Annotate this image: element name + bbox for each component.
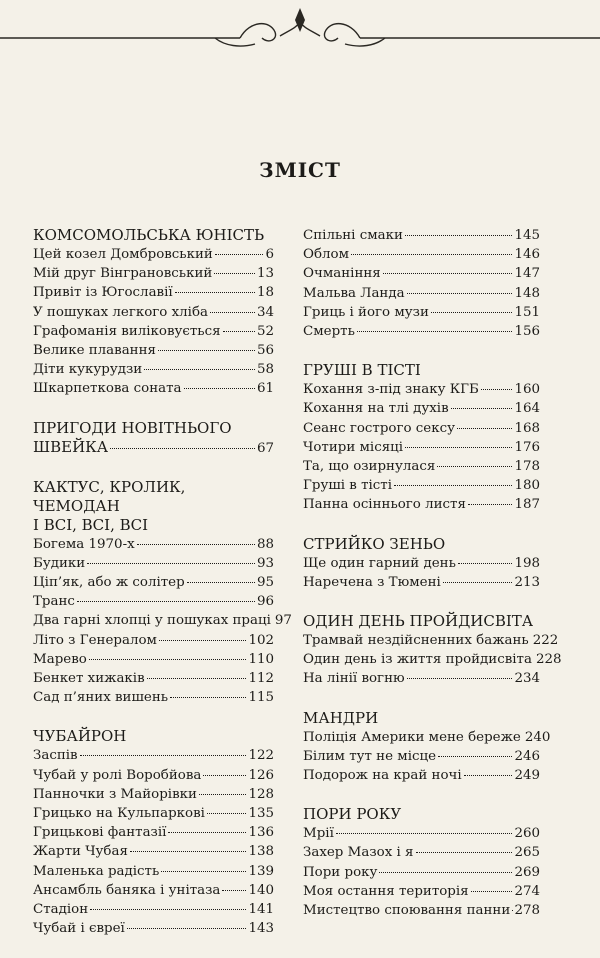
toc-entry[interactable]: [33, 611, 274, 630]
dot-leader: [89, 659, 247, 660]
toc-entry[interactable]: [33, 766, 274, 785]
toc-entry[interactable]: [33, 900, 274, 919]
entry-page: 102: [248, 631, 274, 650]
toc-entry[interactable]: [303, 843, 540, 862]
entry-title: Чотири місяці: [303, 438, 403, 457]
dot-leader: [127, 928, 247, 929]
dot-leader: [159, 640, 247, 641]
dot-leader: [471, 891, 513, 892]
entry-page: 145: [514, 226, 540, 245]
entry-page: 260: [514, 824, 540, 843]
entry-page: 180: [514, 476, 540, 495]
toc-entry[interactable]: [33, 573, 274, 592]
entry-page: 110: [248, 650, 274, 669]
toc-entry[interactable]: [303, 631, 540, 650]
toc-section: [303, 805, 540, 920]
section-title: ОДИН ДЕНЬ ПРОЙДИСВІТА: [303, 612, 540, 631]
entry-title: Ціп’як, або ж солітер: [33, 573, 185, 592]
toc-section: [303, 535, 540, 592]
toc-entry[interactable]: [33, 842, 274, 861]
entry-title: Графоманія виліковується: [33, 322, 221, 341]
toc-entry[interactable]: [303, 882, 540, 901]
entry-page: 58: [257, 360, 274, 379]
section-title: ПРИГОДИ НОВІТНЬОГО: [33, 419, 274, 438]
entry-title: Два гарні хлопці у пошуках праці: [33, 611, 271, 630]
entry-page: 222: [533, 631, 559, 650]
entry-page: 97: [275, 611, 292, 630]
entry-title: Панночки з Майорівки: [33, 785, 197, 804]
entry-page: 34: [257, 303, 274, 322]
entry-page: 128: [248, 785, 274, 804]
toc-entry[interactable]: [303, 554, 540, 573]
toc-entry[interactable]: [33, 804, 274, 823]
entry-title: Панна осіннього листя: [303, 495, 466, 514]
toc-entry[interactable]: [33, 554, 274, 573]
toc-entry[interactable]: [303, 264, 540, 283]
entry-title: Сеанс гострого сексу: [303, 419, 455, 438]
entry-title: Грицько на Кульпаркові: [33, 804, 205, 823]
entry-page: 147: [514, 264, 540, 283]
toc-entry[interactable]: [33, 919, 274, 938]
entry-title: Марево: [33, 650, 87, 669]
entry-page: 13: [257, 264, 274, 283]
toc-entry[interactable]: [303, 901, 540, 920]
entry-title: Чубай і євреї: [33, 919, 125, 938]
dot-leader: [468, 504, 513, 505]
dot-leader: [457, 428, 512, 429]
dot-leader: [464, 775, 513, 776]
toc-entry[interactable]: [33, 322, 274, 341]
entry-title: Бенкет хижаків: [33, 669, 145, 688]
entry-title: Шкарпеткова соната: [33, 379, 182, 398]
toc-entry[interactable]: [303, 322, 540, 341]
section-title: КОМСОМОЛЬСЬКА ЮНІСТЬ: [33, 226, 274, 245]
entry-title: Поліція Америки мене береже: [303, 728, 521, 747]
dot-leader: [214, 273, 255, 274]
toc-entry[interactable]: [303, 303, 540, 322]
dot-leader: [481, 389, 513, 390]
entry-page: 187: [514, 495, 540, 514]
entry-title: Велике плавання: [33, 341, 156, 360]
toc-entry[interactable]: [303, 669, 540, 688]
entry-title: Маленька радість: [33, 862, 159, 881]
dot-leader: [77, 601, 255, 602]
dot-leader: [383, 273, 513, 274]
toc-entry[interactable]: [303, 650, 540, 669]
entry-title: Діти кукурудзи: [33, 360, 142, 379]
dot-leader: [438, 756, 512, 757]
dot-leader: [147, 678, 247, 679]
dot-leader: [407, 293, 513, 294]
entry-page: 240: [525, 728, 551, 747]
entry-page: 178: [514, 457, 540, 476]
entry-page: 164: [514, 399, 540, 418]
toc-entry[interactable]: [33, 785, 274, 804]
toc-entry[interactable]: [33, 360, 274, 379]
toc-section: [33, 419, 274, 458]
toc-entry[interactable]: [33, 688, 274, 707]
toc-entry[interactable]: [303, 824, 540, 843]
entry-title: Транс: [33, 592, 75, 611]
entry-page: 234: [514, 669, 540, 688]
entry-title: Пори року: [303, 863, 377, 882]
dot-leader: [203, 775, 246, 776]
dot-leader: [437, 466, 512, 467]
entry-page: 143: [248, 919, 274, 938]
dot-leader: [223, 331, 255, 332]
dot-leader: [184, 388, 255, 389]
dot-leader: [451, 408, 513, 409]
entry-title: Сад п’яних вишень: [33, 688, 168, 707]
entry-page: 112: [248, 669, 274, 688]
toc-entry[interactable]: [303, 438, 540, 457]
toc-section: [303, 709, 540, 786]
toc-entry[interactable]: [303, 728, 540, 747]
toc-section: [303, 361, 540, 514]
entry-page: 136: [248, 823, 274, 842]
entry-page: 146: [514, 245, 540, 264]
section-title: МАНДРИ: [303, 709, 540, 728]
entry-title: Смерть: [303, 322, 355, 341]
dot-leader: [379, 872, 512, 873]
toc-entry[interactable]: [33, 438, 274, 458]
entry-page: 141: [248, 900, 274, 919]
entry-page: 52: [257, 322, 274, 341]
dot-leader: [80, 755, 247, 756]
toc-entry[interactable]: [303, 573, 540, 592]
entry-page: 115: [248, 688, 274, 707]
toc-entry[interactable]: [33, 303, 274, 322]
dot-leader: [222, 890, 246, 891]
entry-title: Богема 1970-х: [33, 535, 135, 554]
entry-title: Груші в тісті: [303, 476, 392, 495]
entry-page: 278: [514, 901, 540, 920]
toc-entry[interactable]: [303, 284, 540, 303]
entry-page: 249: [514, 766, 540, 785]
toc-entry[interactable]: [33, 379, 274, 398]
toc-entry[interactable]: [33, 283, 274, 302]
dot-leader: [215, 254, 264, 255]
toc-entry[interactable]: [303, 495, 540, 514]
entry-title: Моя остання територія: [303, 882, 469, 901]
section-title-line2: ШВЕЙКА: [33, 438, 108, 457]
entry-page: 61: [257, 379, 274, 398]
section-title: ПОРИ РОКУ: [303, 805, 540, 824]
entry-page: 138: [248, 842, 274, 861]
toc-left-column: [33, 226, 274, 958]
entry-title: На лінії вогню: [303, 669, 405, 688]
entry-title: Трамвай нездійсненних бажань: [303, 631, 529, 650]
dot-leader: [199, 794, 247, 795]
dot-leader: [458, 563, 513, 564]
toc-entry[interactable]: [33, 650, 274, 669]
entry-page: 168: [514, 419, 540, 438]
dot-leader: [394, 485, 512, 486]
toc-entry[interactable]: [303, 380, 540, 399]
entry-page: 88: [257, 535, 274, 554]
toc-entry[interactable]: [33, 823, 274, 842]
entry-page: 269: [514, 863, 540, 882]
toc-title: ЗМІСТ: [0, 158, 600, 182]
entry-page: 140: [248, 881, 274, 900]
entry-page: 135: [248, 804, 274, 823]
entry-page: 213: [514, 573, 540, 592]
dot-leader: [405, 447, 512, 448]
toc-entry[interactable]: [303, 399, 540, 418]
entry-title: Очманіння: [303, 264, 381, 283]
dot-leader: [407, 678, 513, 679]
entry-title: Грицькові фантазії: [33, 823, 166, 842]
dot-leader: [405, 235, 513, 236]
toc-entry[interactable]: [33, 881, 274, 900]
entry-page: 274: [514, 882, 540, 901]
toc-entry[interactable]: [303, 419, 540, 438]
dot-leader: [431, 312, 513, 313]
entry-title: Гриць і його музи: [303, 303, 429, 322]
toc-entry[interactable]: [33, 669, 274, 688]
entry-page: 96: [257, 592, 274, 611]
entry-page: 56: [257, 341, 274, 360]
dot-leader: [187, 582, 255, 583]
dot-leader: [130, 851, 247, 852]
toc-entry[interactable]: [33, 264, 274, 283]
toc-section: [33, 226, 274, 399]
dot-leader: [336, 833, 513, 834]
dot-leader: [144, 369, 255, 370]
toc-entry[interactable]: [33, 631, 274, 650]
entry-page: 148: [514, 284, 540, 303]
entry-page: 246: [514, 747, 540, 766]
entry-page: 151: [514, 303, 540, 322]
entry-page: 265: [514, 843, 540, 862]
dot-leader: [168, 832, 246, 833]
entry-title: Облом: [303, 245, 349, 264]
toc-entry[interactable]: [33, 592, 274, 611]
dot-leader: [443, 582, 513, 583]
toc-section: [33, 727, 274, 938]
entry-page: 6: [265, 245, 274, 264]
dot-leader: [357, 331, 513, 332]
toc-entry[interactable]: [303, 245, 540, 264]
toc-section: [303, 612, 540, 689]
toc-entry[interactable]: [303, 863, 540, 882]
dot-leader: [137, 544, 255, 545]
entry-page: 18: [257, 283, 274, 302]
entry-page: 160: [514, 380, 540, 399]
entry-title: Ансамбль баняка і унітаза: [33, 881, 220, 900]
toc-right-column: [303, 226, 540, 940]
entry-title: Будики: [33, 554, 85, 573]
toc-entry[interactable]: [303, 766, 540, 785]
entry-page: 93: [257, 554, 274, 573]
header-ornament: [0, 0, 600, 60]
dot-leader: [351, 254, 512, 255]
entry-title: Ще один гарний день: [303, 554, 456, 573]
dot-leader: [161, 871, 246, 872]
dot-leader: [175, 292, 255, 293]
dot-leader: [158, 350, 255, 351]
dot-leader: [207, 813, 247, 814]
entry-title: Чубай у ролі Воробйова: [33, 766, 201, 785]
entry-title: Спільні смаки: [303, 226, 403, 245]
toc-section: [33, 478, 274, 708]
entry-page: 139: [248, 862, 274, 881]
toc-entry[interactable]: [33, 341, 274, 360]
entry-title: Літо з Генералом: [33, 631, 157, 650]
entry-title: Мистецтво споювання панни: [303, 901, 510, 920]
toc-entry[interactable]: [33, 535, 274, 554]
entry-title: Заспів: [33, 746, 78, 765]
entry-title: Стадіон: [33, 900, 88, 919]
entry-title: Мальва Ланда: [303, 284, 405, 303]
toc-entry[interactable]: [33, 862, 274, 881]
entry-title: У пошуках легкого хліба: [33, 303, 208, 322]
entry-title: Привіт із Югославії: [33, 283, 173, 302]
entry-title: Кохання з-під знаку КГБ: [303, 380, 479, 399]
entry-title: Цей козел Домбровський: [33, 245, 213, 264]
entry-title: Один день із життя пройдисвіта: [303, 650, 532, 669]
toc-entry[interactable]: [303, 747, 540, 766]
dot-leader: [110, 448, 255, 449]
entry-title: Жарти Чубая: [33, 842, 128, 861]
entry-title: Мрії: [303, 824, 334, 843]
entry-page: 67: [257, 439, 274, 458]
entry-title: Захер Мазох і я: [303, 843, 414, 862]
section-title: ГРУШІ В ТІСТІ: [303, 361, 540, 380]
section-title: КАКТУС, КРОЛИК, ЧЕМОДАН: [33, 478, 274, 516]
toc-section: [303, 226, 540, 341]
dot-leader: [170, 697, 246, 698]
section-title-line2: І ВСІ, ВСІ, ВСІ: [33, 516, 274, 535]
dot-leader: [87, 563, 255, 564]
dot-leader: [210, 312, 255, 313]
entry-page: 122: [248, 746, 274, 765]
entry-page: 95: [257, 573, 274, 592]
entry-page: 156: [514, 322, 540, 341]
section-title: ЧУБАЙРОН: [33, 727, 274, 746]
entry-title: Та, що озирнулася: [303, 457, 435, 476]
dot-leader: [416, 852, 513, 853]
toc-entry[interactable]: [303, 476, 540, 495]
toc-entry[interactable]: [33, 245, 274, 264]
entry-page: 228: [536, 650, 562, 669]
dot-leader: [90, 909, 246, 910]
entry-title: Білим тут не місце: [303, 747, 436, 766]
section-title: СТРИЙКО ЗЕНЬО: [303, 535, 540, 554]
entry-title: Мій друг Вінграновський: [33, 264, 212, 283]
entry-title: Кохання на тлі духів: [303, 399, 449, 418]
entry-page: 198: [514, 554, 540, 573]
entry-title: Подорож на край ночі: [303, 766, 462, 785]
entry-page: 126: [248, 766, 274, 785]
toc-entry[interactable]: [303, 457, 540, 476]
toc-entry[interactable]: [33, 746, 274, 765]
entry-title: Наречена з Тюмені: [303, 573, 441, 592]
toc-entry[interactable]: [303, 226, 540, 245]
entry-page: 176: [514, 438, 540, 457]
